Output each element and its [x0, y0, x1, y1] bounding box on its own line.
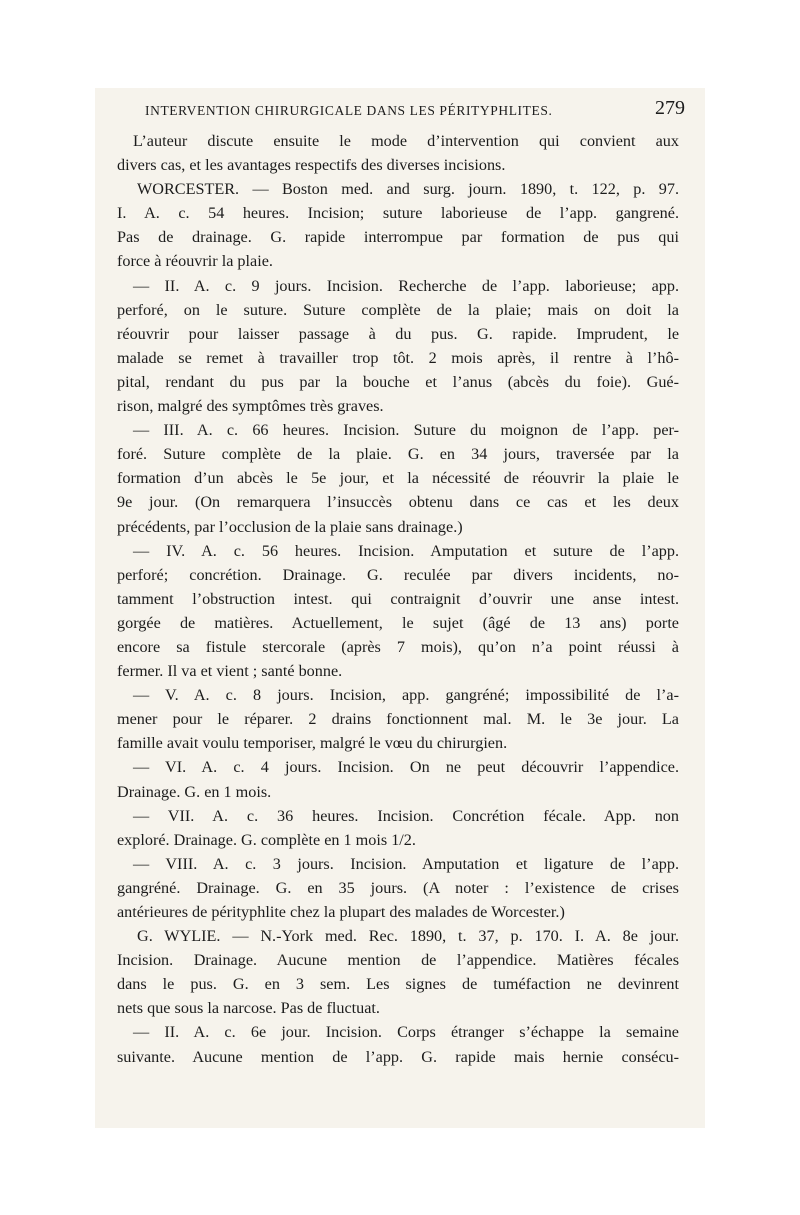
text-line: perforé; concrétion. Drainage. G. reculée par divers incidents, no- — [117, 565, 679, 584]
text-line: nets que sous la narcose. Pas de fluctuat. — [117, 999, 380, 1018]
text-line: précédents, par l’occlusion de la plaie sans drainage.) — [117, 517, 463, 536]
text-line: — VI. A. c. 4 jours. Incision. On ne peut découvrir l’appendice. — [133, 758, 679, 777]
text-line: réouvrir pour laisser passage à du pus. G. rapide. Imprudent, le — [117, 324, 679, 343]
text-line: L’auteur discute ensuite le mode d’intervention qui convient aux — [133, 132, 679, 150]
text-line: foré. Suture complète de la plaie. G. en 34 jours, traversée par la — [117, 445, 679, 464]
text-line: gangréné. Drainage. G. en 35 jours. (A noter : l’existence de crises — [117, 878, 679, 897]
text-line: Drainage. G. en 1 mois. — [117, 782, 272, 801]
text-line: WORCESTER. — Boston med. and surg. journ. 1890, t. 122, p. 97. — [137, 180, 679, 199]
text-line: — VIII. A. c. 3 jours. Incision. Amputation et ligature de l’app. — [133, 854, 679, 873]
text-line: Incision. Drainage. Aucune mention de l’appendice. Matières fécales — [117, 951, 679, 970]
text-line: fermer. Il va et vient ; santé bonne. — [117, 662, 343, 681]
text-line: mener pour le réparer. 2 drains fonctionnent mal. M. le 3e jour. La — [117, 710, 679, 729]
text-line: divers cas, et les avantages respectifs des diverses incisions. — [117, 156, 506, 175]
book-page — [95, 88, 705, 1128]
running-title: INTERVENTION CHIRURGICALE DANS LES PÉRITYPHLITES. — [145, 103, 553, 118]
text-line: gorgée de matières. Actuellement, le sujet (âgé de 13 ans) porte — [117, 613, 679, 632]
text-line: pital, rendant du pus par la bouche et l’anus (abcès du foie). Gué- — [117, 372, 679, 391]
text-line: — V. A. c. 8 jours. Incision, app. gangréné; impossibilité de l’a- — [133, 686, 679, 705]
text-line: — III. A. c. 66 heures. Incision. Suture du moignon de l’app. per- — [133, 421, 679, 440]
text-line: — II. A. c. 9 jours. Incision. Recherche de l’app. laborieuse; app. — [133, 276, 679, 295]
text-line: malade se remet à travailler trop tôt. 2 mois après, il rentre à l’hô- — [117, 348, 679, 367]
text-line: Pas de drainage. G. rapide interrompue par formation de pus qui — [117, 228, 679, 247]
body-text — [117, 129, 679, 1069]
text-line: encore sa fistule stercorale (après 7 mois), qu’on n’a point réussi à — [117, 637, 679, 656]
text-line: dans le pus. G. en 3 sem. Les signes de tuméfaction ne devinrent — [117, 975, 679, 994]
text-line: antérieures de pérityphlite chez la plupart des malades de Worcester.) — [117, 903, 565, 921]
text-line: famille avait voulu temporiser, malgré le vœu du chirurgien. — [117, 734, 508, 753]
text-line: I. A. c. 54 heures. Incision; suture laborieuse de l’app. gangrené. — [117, 204, 679, 223]
text-line: tamment l’obstruction intest. qui contraignit d’ouvrir une anse intest. — [117, 589, 679, 608]
page-number: 279 — [655, 97, 685, 119]
text-line: perforé, on le suture. Suture complète de la plaie; mais on doit la — [117, 300, 679, 319]
text-line: — IV. A. c. 56 heures. Incision. Amputation et suture de l’app. — [133, 541, 679, 560]
text-line: force à réouvrir la plaie. — [117, 252, 273, 271]
text-line: — II. A. c. 6e jour. Incision. Corps étranger s’échappe la semaine — [133, 1023, 679, 1042]
text-line: exploré. Drainage. G. complète en 1 mois 1/2. — [117, 830, 416, 849]
text-line: formation d’un abcès le 5e jour, et la nécessité de réouvrir la plaie le — [117, 469, 679, 488]
text-line: 9e jour. (On remarquera l’insuccès obtenu dans ce cas et les deux — [117, 493, 679, 512]
text-line: rison, malgré des symptômes très graves. — [117, 397, 384, 416]
text-line: — VII. A. c. 36 heures. Incision. Concrétion fécale. App. non — [133, 806, 679, 825]
text-line: suivante. Aucune mention de l’app. G. rapide mais hernie consécu- — [117, 1047, 679, 1066]
text-line: G. WYLIE. — N.-York med. Rec. 1890, t. 37, p. 170. I. A. 8e jour. — [137, 927, 679, 946]
page-header — [117, 96, 685, 126]
